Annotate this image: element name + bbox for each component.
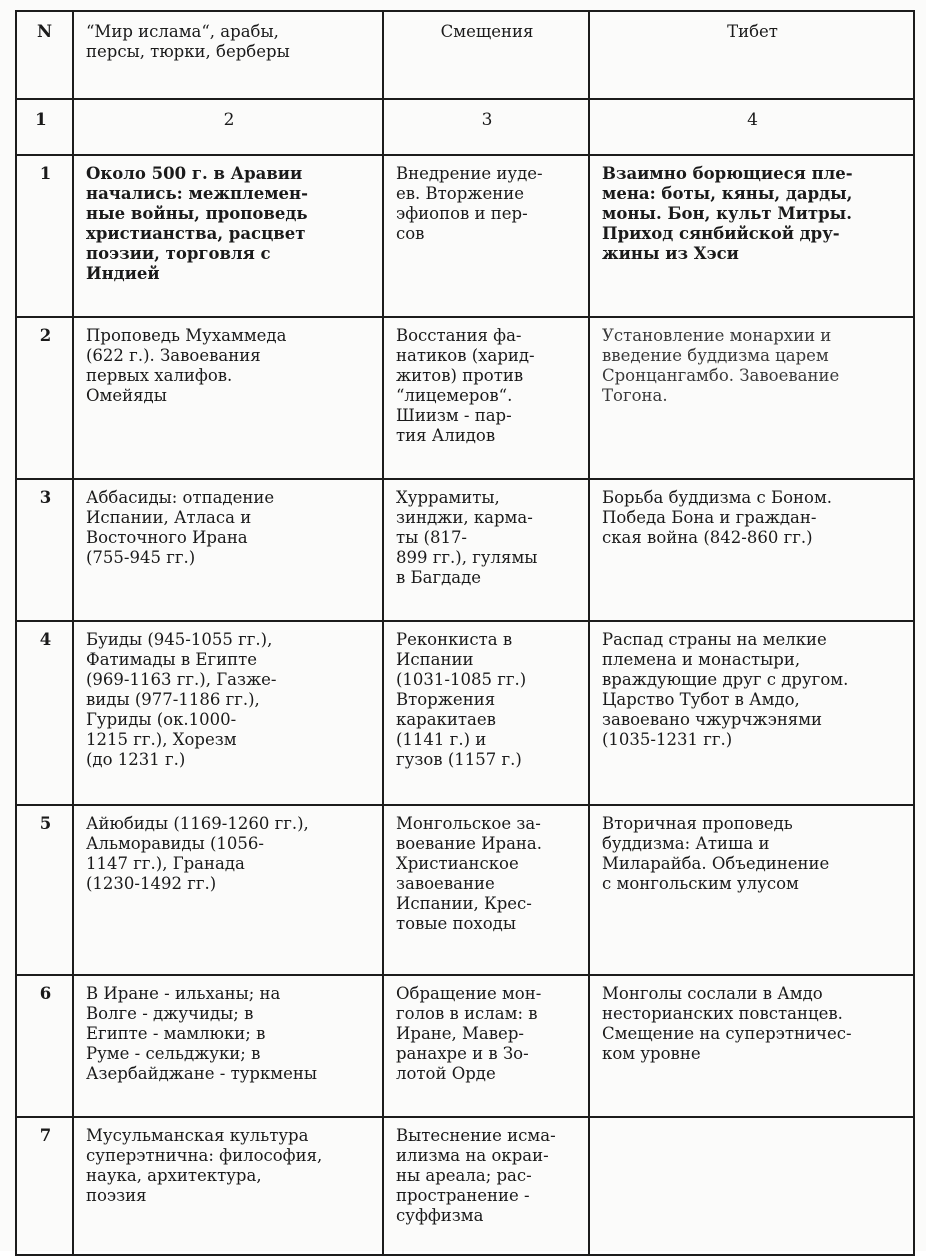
table-row [16,621,914,805]
header-n: N [16,11,73,99]
row-number: 2 [16,317,73,479]
row-number: 3 [16,479,73,621]
islam-cell: Буиды (945-1055 гг.), Фатимады в Египте (969-1163 гг.), Газже- виды (977-1186 гг.), Гуриды (ок.1000- 1215 гг.), Хорезм (до 1231 г.) [73,621,383,805]
tibet-cell: Распад страны на мелкие племена и монастыри, враждующие друг с другом. Царство Тубот в Амдо, завоевано чжурчжэнями (1035-1231 гг.) [589,621,914,805]
islam-cell: Проповедь Мухаммеда (622 г.). Завоевания первых халифов. Омейяды [73,317,383,479]
table-row [16,479,914,621]
islam-cell: В Иране - ильханы; на Волге - джучиды; в Египте - мамлюки; в Руме - сельджуки; в Азербайджане - туркмены [73,975,383,1117]
tibet-cell [589,1117,914,1255]
history-table [15,10,915,1256]
column-number-row [16,99,914,155]
table-row [16,805,914,975]
column-number-4: 4 [589,99,914,155]
islam-cell: Аббасиды: отпадение Испании, Атласа и Восточного Ирана (755-945 гг.) [73,479,383,621]
row-number: 1 [16,155,73,317]
shifts-cell: Обращение мон- голов в ислам: в Иране, Мавер- ранахре и в Зо- лотой Орде [383,975,589,1117]
header-row [16,11,914,99]
shifts-cell: Хуррамиты, зинджи, карма- ты (817- 899 гг.), гулямы в Багдаде [383,479,589,621]
tibet-cell: Установление монархии и введение буддизма царем Сронцангамбо. Завоевание Тогона. [589,317,914,479]
islam-cell: Айюбиды (1169-1260 гг.), Альморавиды (1056- 1147 гг.), Гранада (1230-1492 гг.) [73,805,383,975]
shifts-cell: Вытеснение исма- илизма на окраи- ны ареала; рас- пространение - суффизма [383,1117,589,1255]
header-tibet: Тибет [589,11,914,99]
tibet-cell: Взаимно борющиеся пле- мена: боты, кяны, дарды, моны. Бон, культ Митры. Приход сянбийской дру- жины из Хэси [589,155,914,317]
column-number-1: 1 [16,99,73,155]
islam-cell: Около 500 г. в Аравии начались: межплемен- ные войны, проповедь христианства, расцвет поэзии, торговля с Индией [73,155,383,317]
tibet-cell: Монголы сослали в Амдо несторианских повстанцев. Смещение на суперэтничес- ком уровне [589,975,914,1117]
shifts-cell: Внедрение иуде- ев. Вторжение эфиопов и пер- сов [383,155,589,317]
column-number-2: 2 [73,99,383,155]
table-row [16,317,914,479]
row-number: 5 [16,805,73,975]
table-row [16,1117,914,1255]
header-islam: “Мир ислама“, арабы, персы, тюрки, берберы [73,11,383,99]
column-number-3: 3 [383,99,589,155]
islam-cell: Мусульманская культура суперэтнична: философия, наука, архитектура, поэзия [73,1117,383,1255]
row-number: 7 [16,1117,73,1255]
header-shifts: Смещения [383,11,589,99]
table-row [16,155,914,317]
row-number: 6 [16,975,73,1117]
shifts-cell: Восстания фа- натиков (харид- житов) против “лицемеров“. Шиизм - пар- тия Алидов [383,317,589,479]
tibet-cell: Борьба буддизма с Боном. Победа Бона и граждан- ская война (842-860 гг.) [589,479,914,621]
tibet-cell: Вторичная проповедь буддизма: Атиша и Миларайба. Объединение с монгольским улусом [589,805,914,975]
table-row [16,975,914,1117]
shifts-cell: Монгольское за- воевание Ирана. Христианское завоевание Испании, Крес- товые походы [383,805,589,975]
row-number: 4 [16,621,73,805]
shifts-cell: Реконкиста в Испании (1031-1085 гг.) Вторжения каракитаев (1141 г.) и гузов (1157 г.) [383,621,589,805]
